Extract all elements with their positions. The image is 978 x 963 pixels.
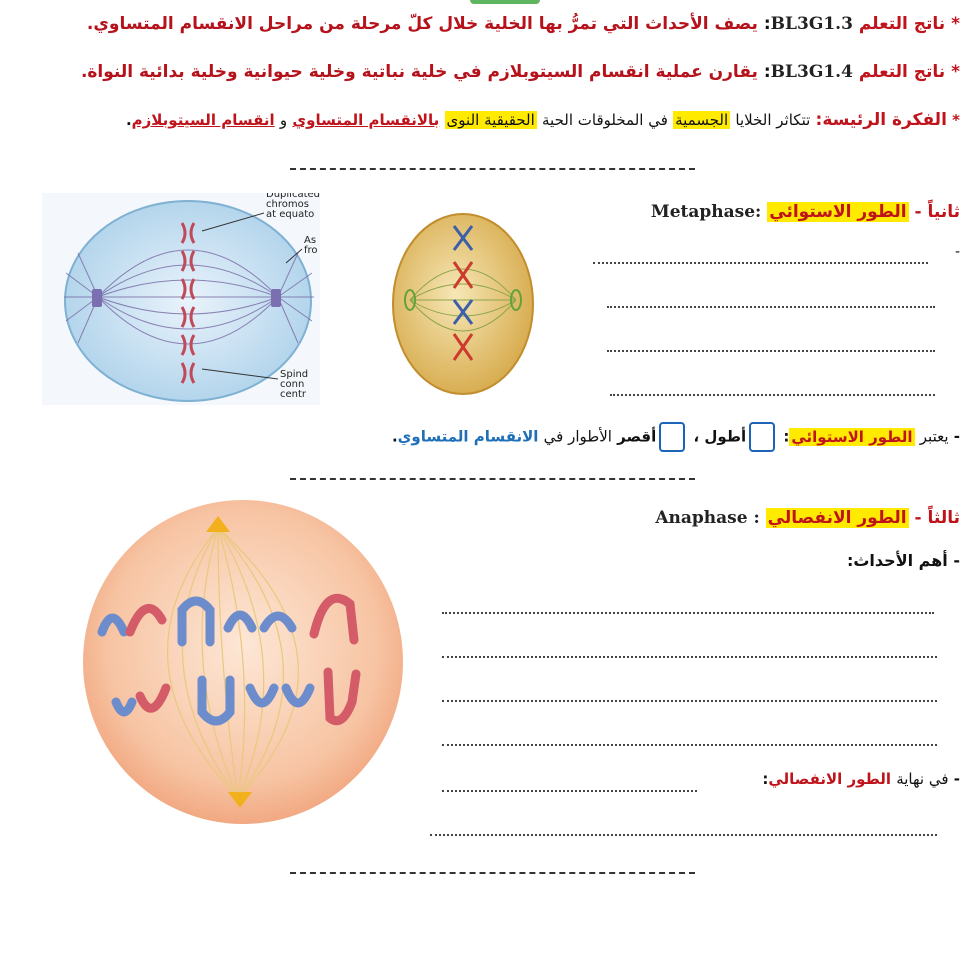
bullet-dash: - [953, 551, 960, 570]
highlight-eukaryotic: الحقيقية النوى [446, 111, 535, 129]
fig-label: at equato [266, 209, 315, 220]
underlined-cytokinesis: انقسام السيتوبلازم [131, 111, 275, 129]
colon: : [763, 14, 771, 34]
colon: : [762, 770, 769, 788]
answer-line[interactable] [593, 262, 928, 264]
star-marker: * [951, 14, 960, 34]
metaphase-title: الطور الاستوائي [769, 202, 907, 222]
answer-line[interactable] [442, 656, 937, 658]
metaphase-cell-illustration [388, 208, 538, 400]
fig-label: conn [280, 379, 305, 390]
mitosis-term: الانقسام المتساوي [397, 427, 539, 446]
bullet-dash: - [954, 244, 960, 260]
answer-line[interactable] [607, 306, 935, 308]
anaphase-cell-illustration [78, 492, 408, 832]
option-shorter: أقصر [617, 427, 657, 446]
checkbox-longer[interactable] [749, 422, 775, 452]
outcome-code: BL3G1.4 [770, 62, 853, 82]
fig-label: Duplicated [266, 193, 320, 200]
fig-label: Spind [280, 369, 309, 380]
fig-label: chromos [266, 199, 309, 210]
fig-label: centr [280, 389, 307, 400]
underlined-mitosis: بالانقسام المتساوي [292, 111, 440, 129]
outcome-label: ناتج التعلم [858, 62, 946, 82]
separator [290, 168, 695, 170]
statement-text: في نهاية [896, 770, 949, 788]
main-idea-label: الفكرة الرئيسة: [815, 110, 947, 130]
answer-line[interactable] [442, 790, 697, 792]
main-idea [126, 110, 960, 130]
metaphase-heading [651, 202, 960, 222]
bullet-dash: - [953, 427, 960, 446]
events-label [847, 551, 960, 570]
highlight-somatic: الجسمية [675, 111, 729, 129]
star-marker: * [952, 111, 960, 129]
colon: : [783, 427, 790, 446]
outcome-text: يصف الأحداث التي تمرُّ بها الخلية خلال كلّ مرحلة من مراحل الانقسام المتساوي. [86, 14, 758, 34]
metaphase-diagram [42, 193, 320, 405]
anaphase-term: الطور الانفصالي [768, 770, 891, 788]
answer-line[interactable] [610, 394, 935, 396]
checkbox-shorter[interactable] [659, 422, 685, 452]
separator [290, 872, 695, 874]
metaphase-statement [392, 422, 960, 452]
statement-text: الأطوار في [543, 427, 612, 446]
answer-line[interactable] [430, 834, 937, 836]
anaphase-title: الطور الانفصالي [767, 508, 907, 528]
learning-outcome-2 [81, 62, 960, 82]
outcome-code: BL3G1.3 [770, 14, 853, 34]
metaphase-title-en: Metaphase: [650, 202, 762, 222]
anaphase-heading [655, 508, 960, 528]
answer-line[interactable] [442, 612, 934, 614]
main-idea-text: في المخلوقات الحية [542, 111, 668, 129]
answer-line[interactable] [442, 744, 937, 746]
statement-text: يعتبر [919, 427, 949, 446]
answer-line[interactable] [442, 700, 937, 702]
metaphase-highlight: الطور الاستوائي [791, 427, 913, 446]
outcome-label: ناتج التعلم [858, 14, 946, 34]
period: . [391, 427, 398, 446]
fig-label: As [304, 235, 317, 246]
main-idea-text: و [279, 111, 288, 129]
bullet-dash: - [953, 770, 960, 788]
colon: : [763, 62, 771, 82]
outcome-text: يقارن عملية انقسام السيتوبلازم في خلية نباتية وخلية حيوانية وخلية بدائية النواة. [80, 62, 758, 82]
fig-label: fro [304, 245, 318, 256]
events-heading: أهم الأحداث: [846, 551, 948, 570]
main-idea-text: تتكاثر الخلايا [735, 111, 811, 129]
option-longer: أطول [704, 427, 747, 446]
anaphase-title-en: Anaphase : [655, 508, 760, 528]
learning-outcome-1 [87, 14, 960, 34]
section-number: ثانياً - [914, 202, 960, 222]
answer-line[interactable] [607, 350, 935, 352]
top-tab [470, 0, 540, 4]
separator [290, 478, 695, 480]
period: . [125, 111, 132, 129]
comma: ، [693, 427, 700, 446]
star-marker: * [951, 62, 960, 82]
section-number: ثالثاً - [914, 508, 960, 528]
anaphase-end-statement [762, 770, 960, 788]
